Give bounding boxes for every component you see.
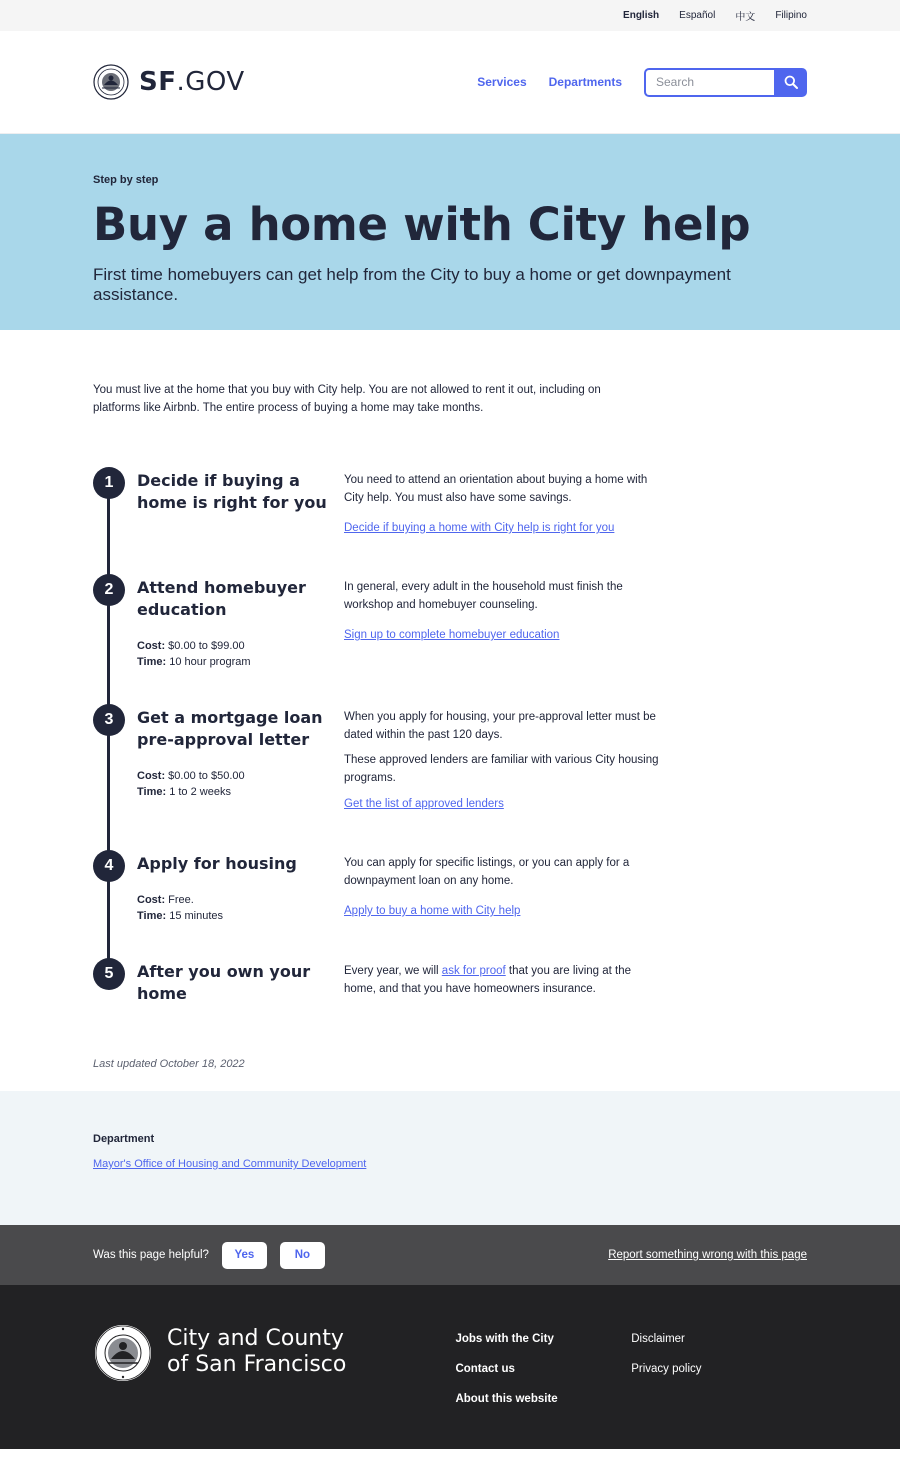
step-description: Every year, we will ask for proof that you are living at the home, and that you have homeowners insurance. xyxy=(344,965,632,995)
footer-link-disclaimer[interactable]: Disclaimer xyxy=(631,1333,685,1345)
step-link[interactable]: Decide if buying a home with City help is right for you xyxy=(344,522,615,534)
time-value: 10 hour program xyxy=(169,656,251,668)
step-meta xyxy=(137,892,332,924)
lang-espanol[interactable]: Español xyxy=(679,10,716,21)
footer-link-privacy[interactable]: Privacy policy xyxy=(631,1363,702,1375)
step-description: When you apply for housing, your pre-approval letter must be dated within the past 120 days. xyxy=(344,711,656,741)
cost-value: $0.00 to $99.00 xyxy=(168,640,245,652)
feedback-no-button[interactable]: No xyxy=(280,1242,325,1269)
search-button[interactable] xyxy=(774,68,807,97)
search-form xyxy=(644,68,807,97)
step-link[interactable]: Sign up to complete homebuyer education xyxy=(344,629,560,641)
step-3 xyxy=(93,704,807,850)
feedback-bar xyxy=(0,1225,900,1285)
step-title: Apply for housing xyxy=(137,854,297,873)
step-description: You need to attend an orientation about buying a home with City help. You must also have some savings. xyxy=(344,474,648,504)
step-number: 2 xyxy=(93,574,125,606)
footer-link-about[interactable]: About this website xyxy=(455,1393,558,1405)
cost-label: Cost: xyxy=(137,894,166,906)
step-meta xyxy=(137,638,332,670)
search-icon xyxy=(784,75,798,89)
step-title: Attend homebuyer education xyxy=(137,578,306,619)
site-footer xyxy=(0,1285,900,1449)
lang-english[interactable]: English xyxy=(623,10,660,21)
step-number: 5 xyxy=(93,958,125,990)
feedback-question: Was this page helpful? xyxy=(93,1249,209,1261)
time-label: Time: xyxy=(137,910,167,922)
cost-value: $0.00 to $50.00 xyxy=(168,770,245,782)
step-5 xyxy=(93,958,807,1058)
site-header xyxy=(0,31,900,134)
department-section xyxy=(0,1091,900,1225)
cost-label: Cost: xyxy=(137,770,166,782)
footer-brand xyxy=(93,1323,455,1449)
nav-departments[interactable]: Departments xyxy=(548,75,622,89)
time-label: Time: xyxy=(137,786,167,798)
lang-chinese[interactable]: 中文 xyxy=(735,12,756,23)
footer-links-secondary xyxy=(631,1323,807,1449)
intro-text: You must live at the home that you buy with City help. You are not allowed to rent it out, including on platforms like Airbnb. The entire process of buying a home may take months. xyxy=(93,384,601,414)
step-number: 1 xyxy=(93,467,125,499)
lang-filipino[interactable]: Filipino xyxy=(775,10,807,21)
step-title: Get a mortgage loan pre-approval letter xyxy=(137,708,323,749)
page-title: Buy a home with City help xyxy=(93,198,751,251)
cost-label: Cost: xyxy=(137,640,166,652)
page-subtitle: First time homebuyers can get help from the City to buy a home or get downpayment assistance. xyxy=(93,264,731,304)
time-value: 1 to 2 weeks xyxy=(169,786,231,798)
step-title: Decide if buying a home is right for you xyxy=(137,471,327,512)
ask-for-proof-link[interactable]: ask for proof xyxy=(441,965,506,977)
main-nav xyxy=(477,68,807,97)
department-label: Department xyxy=(93,1133,155,1145)
step-link[interactable]: Apply to buy a home with City help xyxy=(344,905,521,917)
steps-list xyxy=(0,467,900,1058)
feedback-yes-button[interactable]: Yes xyxy=(222,1242,267,1269)
footer-link-jobs[interactable]: Jobs with the City xyxy=(455,1333,554,1345)
footer-title: City and County of San Francisco xyxy=(167,1326,347,1377)
last-updated: Last updated October 18, 2022 xyxy=(93,1058,245,1070)
city-seal-icon xyxy=(93,64,129,100)
step-number: 3 xyxy=(93,704,125,736)
footer-link-contact[interactable]: Contact us xyxy=(455,1363,515,1375)
step-meta xyxy=(137,768,332,800)
city-seal-icon xyxy=(93,1323,153,1383)
step-2 xyxy=(93,574,807,704)
step-link[interactable]: Get the list of approved lenders xyxy=(344,798,504,810)
logo-wordmark: SF.GOV xyxy=(139,67,245,97)
hero-banner xyxy=(0,134,900,330)
time-value: 15 minutes xyxy=(169,910,224,922)
step-4 xyxy=(93,850,807,958)
footer-links-primary xyxy=(455,1323,631,1449)
language-bar xyxy=(0,0,900,31)
department-link[interactable]: Mayor's Office of Housing and Community Development xyxy=(93,1158,367,1170)
report-problem-link[interactable]: Report something wrong with this page xyxy=(608,1249,807,1261)
step-description: You can apply for specific listings, or you can apply for a downpayment loan on any home. xyxy=(344,857,630,887)
search-input[interactable] xyxy=(644,68,774,97)
eyebrow-label: Step by step xyxy=(93,174,159,186)
step-description: These approved lenders are familiar with various City housing programs. xyxy=(344,754,659,784)
cost-value: Free. xyxy=(168,894,194,906)
nav-services[interactable]: Services xyxy=(477,75,527,89)
step-title: After you own your home xyxy=(137,962,311,1003)
sfgov-logo[interactable] xyxy=(93,64,245,100)
time-label: Time: xyxy=(137,656,167,668)
step-description: In general, every adult in the household must finish the workshop and homebuyer counseling. xyxy=(344,581,623,611)
step-1 xyxy=(93,467,807,574)
step-number: 4 xyxy=(93,850,125,882)
